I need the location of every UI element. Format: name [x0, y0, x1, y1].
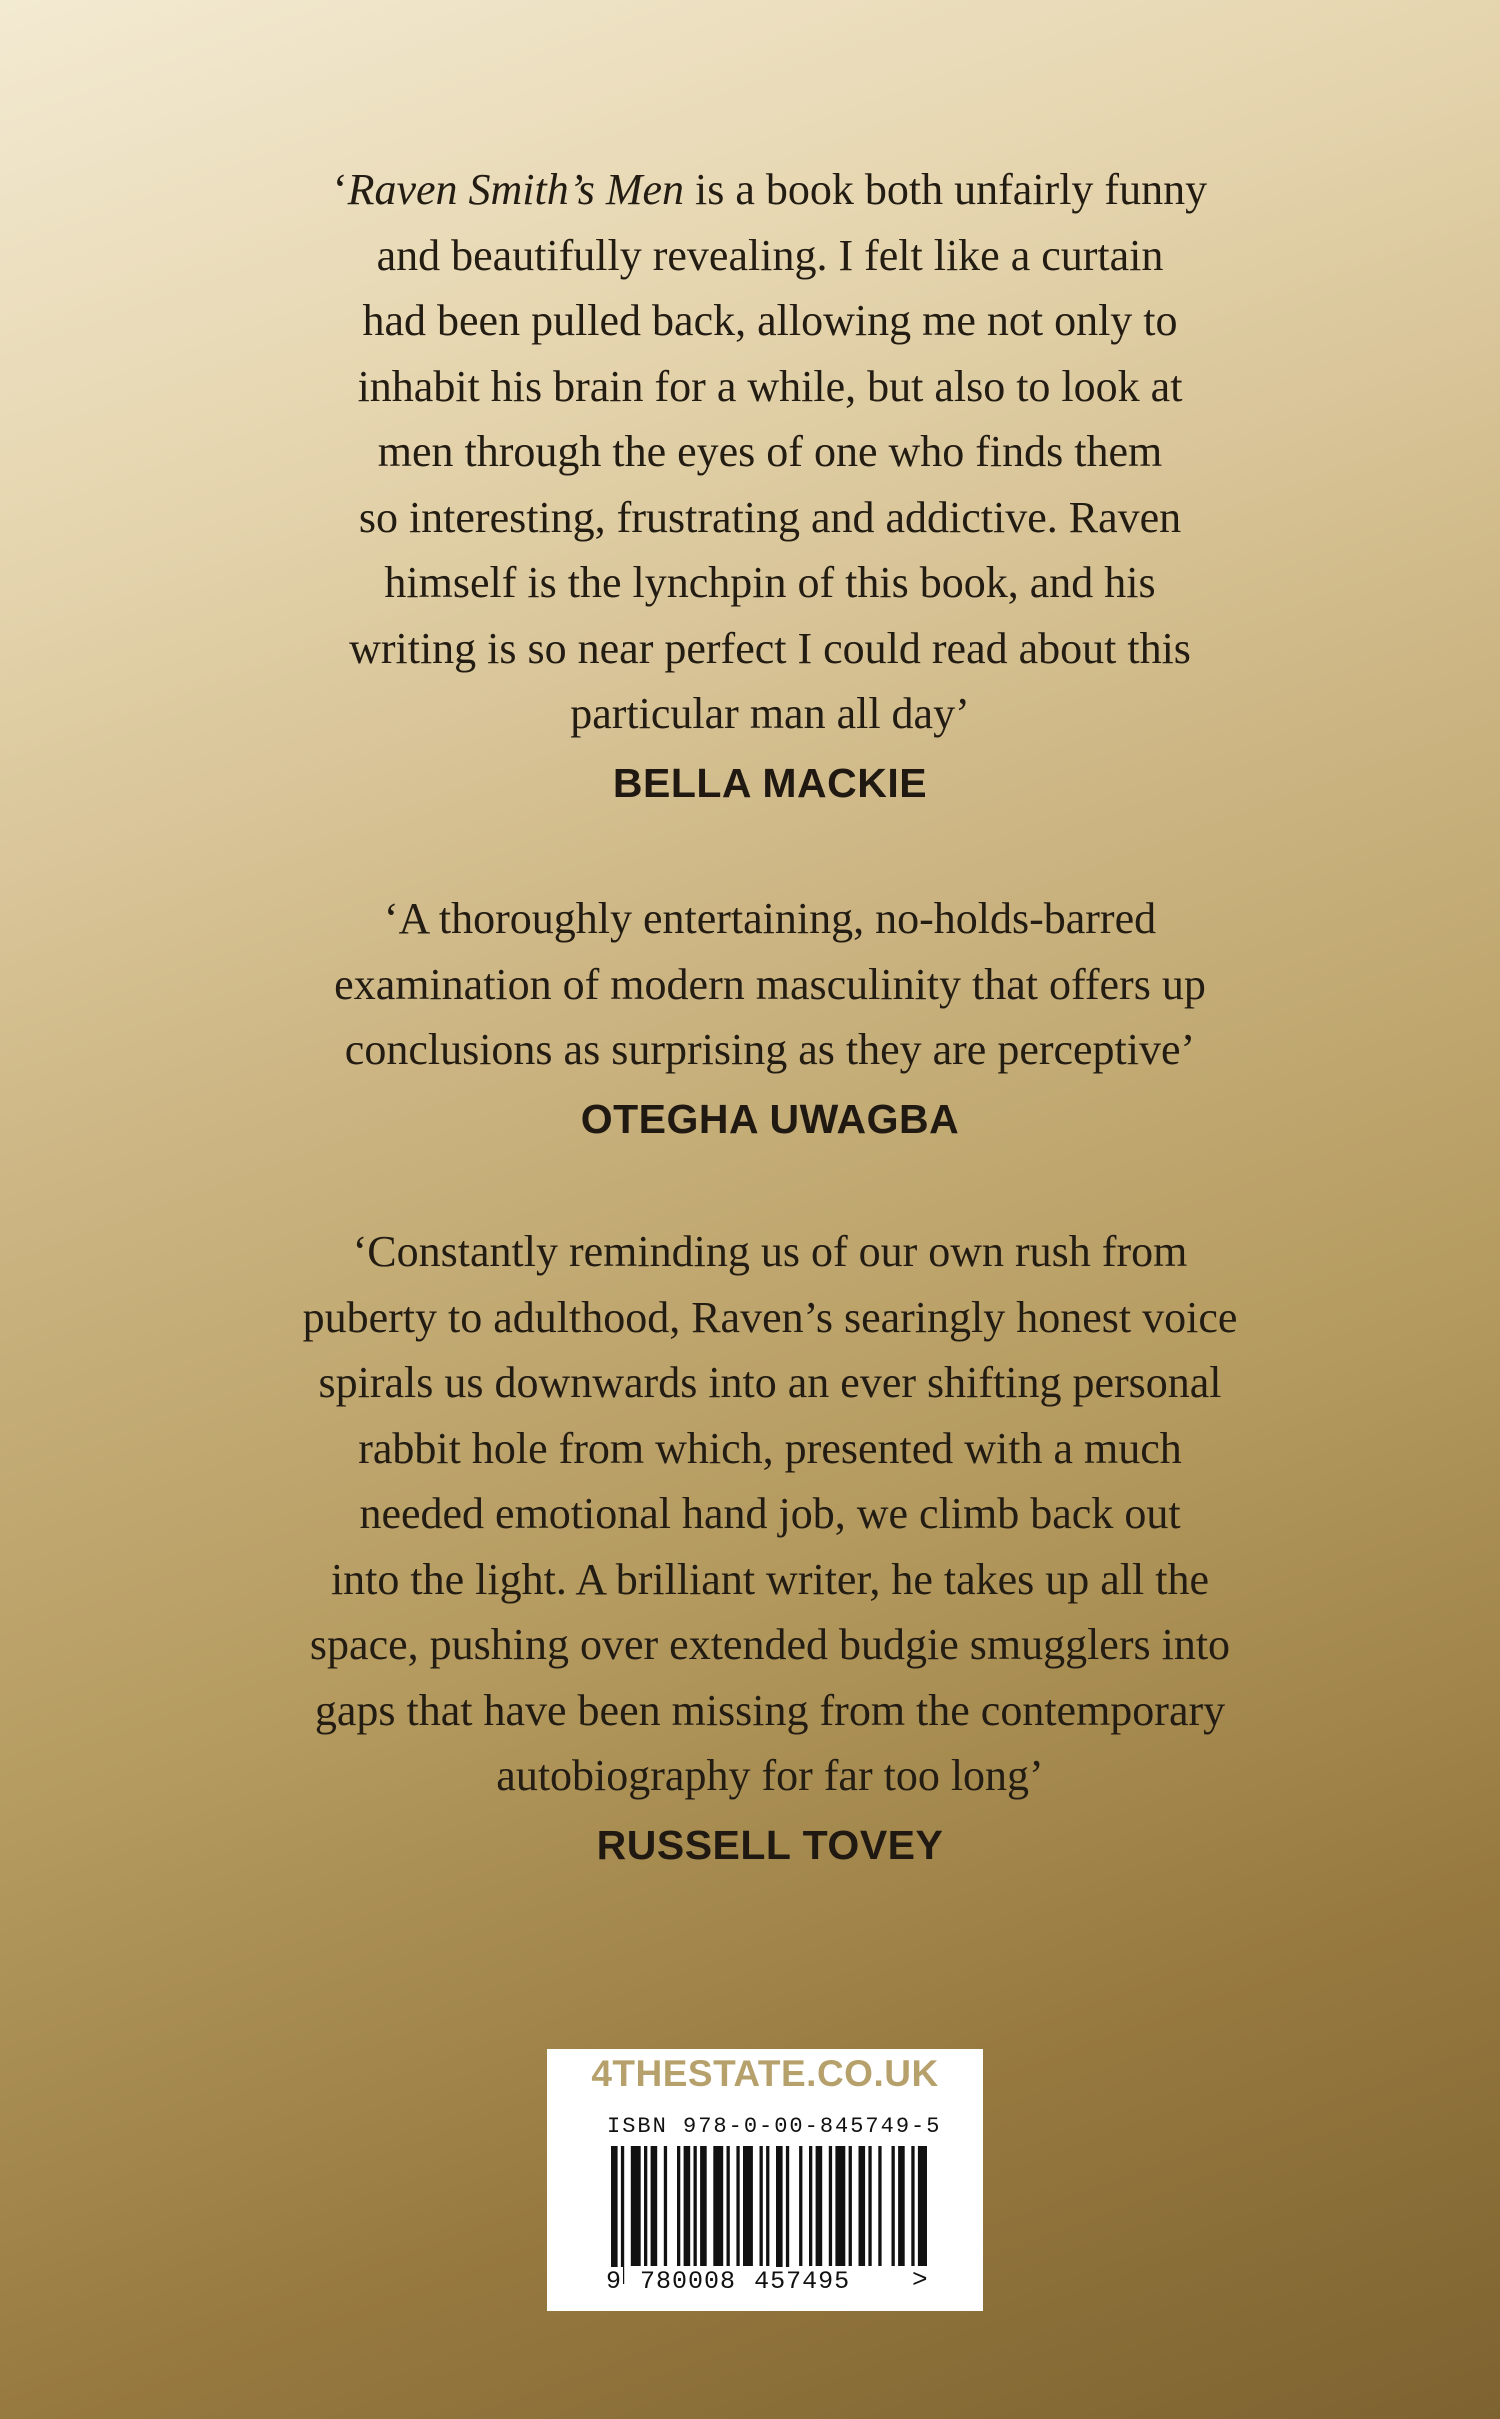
quote-line: conclusions as surprising as they are perceptive’	[344, 1025, 1196, 1074]
quote-line: into the light. A brilliant writer, he takes up all the	[330, 1554, 1210, 1604]
barcode-bar	[664, 2146, 667, 2266]
barcode-bar	[878, 2146, 881, 2266]
barcode-bar	[809, 2146, 812, 2266]
barcode-digit-lead: 9	[606, 2267, 623, 2296]
barcode-bar	[760, 2146, 763, 2266]
barcode-bar	[766, 2146, 769, 2266]
quote-line-rest: is a book both unfairly funny	[684, 165, 1208, 214]
barcode-arrow: >	[912, 2265, 928, 2295]
quote-line: rabbit hole from which, presented with a much	[358, 1423, 1182, 1473]
quote-line: gaps that have been missing from the contemporary	[314, 1685, 1226, 1735]
barcode-bar	[621, 2146, 624, 2284]
barcode-bar	[786, 2146, 789, 2284]
barcode-bar	[631, 2146, 641, 2266]
quote-line: himself is the lynchpin of this book, and his	[384, 558, 1156, 607]
quote-line: spirals us downwards into an ever shifting personal	[318, 1358, 1222, 1407]
barcode-bar	[694, 2146, 697, 2266]
quote-line: examination of modern masculinity that offers up	[334, 959, 1206, 1009]
barcode-digits	[605, 2267, 851, 2296]
quote-otegha-uwagba	[250, 886, 1290, 1149]
barcode-digits-left: 780008	[640, 2267, 737, 2296]
barcode-bar	[736, 2146, 739, 2266]
barcode-bar	[849, 2146, 852, 2266]
barcode-bar	[892, 2146, 895, 2266]
barcode-bar	[911, 2146, 914, 2266]
isbn-barcode-box	[547, 2049, 983, 2311]
barcode-bar	[898, 2146, 905, 2266]
barcode-bar	[918, 2146, 927, 2266]
barcode-bar	[835, 2146, 845, 2266]
quote-line: writing is so near perfect I could read about this	[349, 623, 1191, 673]
quote-line: ‘A thoroughly entertaining, no-holds-barred	[383, 894, 1157, 943]
book-title-italic: Raven Smith’s Men	[347, 165, 685, 214]
quote-line: and beautifully revealing. I felt like a curtain	[376, 230, 1164, 280]
quote-bella-mackie	[250, 157, 1290, 813]
barcode-bar	[700, 2146, 707, 2266]
quote-line	[250, 157, 1290, 223]
barcode-bar	[611, 2146, 618, 2284]
quote-line: men through the eyes of one who finds them	[377, 427, 1163, 476]
quote-author: BELLA MACKIE	[612, 759, 928, 806]
quote-line: particular man all day’	[570, 689, 970, 738]
quote-line: ‘Constantly reminding us of our own rush from	[352, 1227, 1188, 1276]
barcode-bar	[713, 2146, 723, 2266]
barcode-bar	[859, 2146, 866, 2266]
quote-russell-tovey	[250, 1219, 1290, 1875]
quote-line: had been pulled back, allowing me not only to	[362, 296, 1178, 345]
barcode-digits-right: 457495	[754, 2267, 851, 2296]
publisher-website: 4THESTATE.CO.UK	[591, 2053, 939, 2094]
quote-line: puberty to adulthood, Raven’s searingly honest voice	[302, 1292, 1238, 1342]
quote-line: so interesting, frustrating and addictive. Raven	[358, 492, 1182, 542]
quote-line: autobiography for far too long’	[496, 1751, 1044, 1800]
barcode-bar	[868, 2146, 871, 2266]
barcode-bar	[677, 2146, 680, 2266]
quote-author: RUSSELL TOVEY	[596, 1821, 944, 1868]
barcode-bar	[829, 2146, 832, 2266]
barcode-bar	[799, 2146, 802, 2266]
quote-line: inhabit his brain for a while, but also to look at	[357, 361, 1183, 411]
barcode-bar	[816, 2146, 823, 2266]
quote-author: OTEGHA UWAGBA	[580, 1095, 960, 1142]
quote-line: needed emotional hand job, we climb back out	[359, 1489, 1181, 1538]
barcode-bar	[684, 2146, 691, 2266]
quote-line: space, pushing over extended budgie smugglers into	[309, 1620, 1231, 1669]
barcode-bar	[727, 2146, 730, 2266]
opening-quote-mark: ‘	[332, 165, 348, 214]
barcode-bar	[644, 2146, 647, 2266]
barcode-bar	[651, 2146, 658, 2266]
barcode-bar	[743, 2146, 753, 2266]
barcode-bar	[776, 2146, 783, 2284]
isbn-label: ISBN 978-0-00-845749-5	[607, 2114, 942, 2139]
